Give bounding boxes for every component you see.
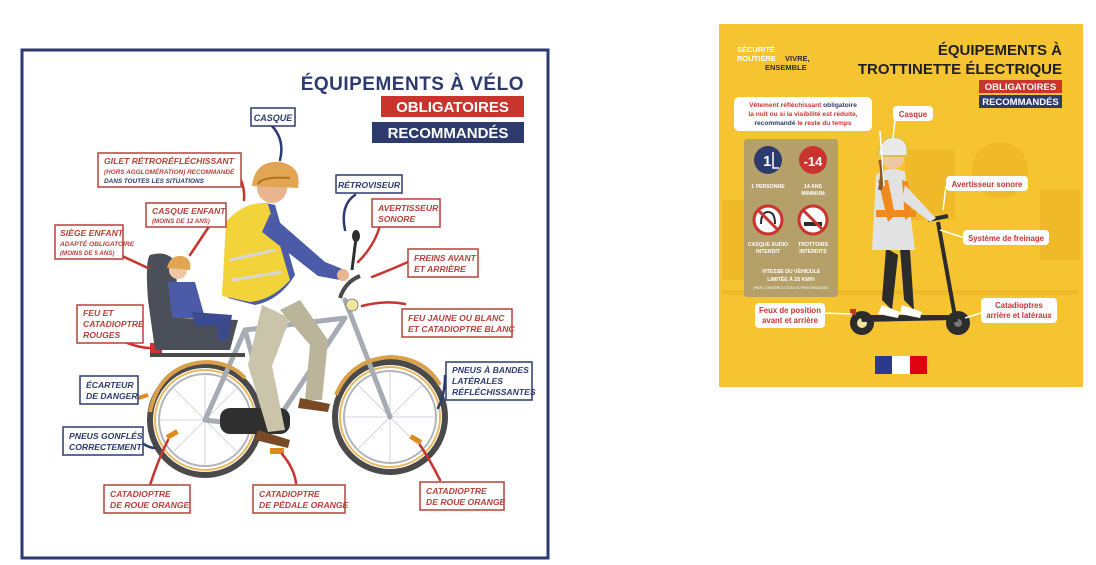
svg-text:(MOINS DE 12 ANS): (MOINS DE 12 ANS) [152,218,210,225]
svg-text:(HORS AGGLOMÉRATION) RECOMMAND: (HORS AGGLOMÉRATION) RECOMMANDÉ [104,169,235,176]
bike-poster [22,50,548,558]
svg-text:SÉCURITÉ: SÉCURITÉ [737,45,775,54]
label-cata-roue-avant [420,482,506,510]
svg-text:VIVRE,: VIVRE, [785,54,810,63]
svg-text:CASQUE: CASQUE [253,113,293,123]
svg-text:arrière et latéraux: arrière et latéraux [986,311,1052,320]
svg-text:14 ANS: 14 ANS [804,184,822,190]
svg-text:ADAPTÉ OBLIGATOIRE: ADAPTÉ OBLIGATOIRE [60,241,135,248]
svg-text:CASQUE ENFANT: CASQUE ENFANT [152,206,226,216]
label-siege-enfant [55,225,135,259]
svg-text:LATÉRALES: LATÉRALES [452,376,503,386]
svg-text:LIMITÉE À 25 KM/H: LIMITÉE À 25 KM/H [767,277,815,283]
svg-text:SONORE: SONORE [378,214,416,224]
scooter-legend-recommandes: RECOMMANDÉS [982,97,1059,108]
vest-text-a: Vêtement réfléchissant [749,102,824,109]
label-cata-roue-arriere [104,485,190,513]
svg-text:ROUTIÈRE: ROUTIÈRE [737,54,776,63]
rules-panel [744,139,838,297]
svg-text:CATADIOPTRE: CATADIOPTRE [259,489,320,499]
label-feu-rouge [77,305,144,343]
vest-text-d: le reste du temps [795,120,852,127]
svg-text:MINIMUM: MINIMUM [801,191,825,197]
svg-text:Vêtement réfléchissant obligat [749,102,857,109]
svg-text:RÉFLÉCHISSANTES: RÉFLÉCHISSANTES [452,387,536,397]
label-gilet [98,153,241,187]
svg-text:CATADIOPTRE: CATADIOPTRE [83,319,144,329]
label-scooter-catadioptres [981,298,1057,323]
scooter-poster [719,24,1083,387]
svg-text:CATADIOPTRE: CATADIOPTRE [110,489,171,499]
svg-text:DE DANGER: DE DANGER [86,391,138,401]
svg-text:ENSEMBLE: ENSEMBLE [765,63,807,72]
label-scooter-casque [893,106,933,121]
svg-text:ROUGES: ROUGES [83,330,121,340]
label-scooter-feux [755,303,825,328]
bike-legend-obligatoires: OBLIGATOIRES [396,99,509,116]
label-ecarteur [80,376,138,404]
svg-text:VITESSE DU VÉHICULE: VITESSE DU VÉHICULE [761,269,821,275]
svg-text:Feux de position: Feux de position [759,306,821,315]
label-freins [408,249,478,277]
svg-text:Catadioptres: Catadioptres [995,301,1043,310]
svg-text:PNEUS À BANDES: PNEUS À BANDES [452,365,529,375]
svg-text:Avertisseur sonore: Avertisseur sonore [951,180,1023,189]
label-pneus-bandes [446,362,536,400]
svg-text:DANS TOUTES LES SITUATIONS: DANS TOUTES LES SITUATIONS [104,178,204,185]
scooter-legend-obligatoires: OBLIGATOIRES [984,82,1057,93]
svg-text:INTERDITS: INTERDITS [799,249,827,255]
svg-text:(MOINS DE 5 ANS): (MOINS DE 5 ANS) [60,250,115,257]
label-casque-enfant [146,203,226,227]
svg-text:AVERTISSEUR: AVERTISSEUR [378,203,439,213]
svg-text:DE PÉDALE ORANGE: DE PÉDALE ORANGE [259,500,349,510]
label-scooter-avertisseur [946,176,1028,191]
bike-title: ÉQUIPEMENTS À VÉLO [300,74,524,95]
vest-text-c: recommandé [754,120,796,127]
label-casque [251,108,295,126]
svg-text:GILET RÉTRORÉFLÉCHISSANT: GILET RÉTRORÉFLÉCHISSANT [104,156,234,166]
label-retroviseur [336,175,402,193]
scooter-title-line2: TROTTINETTE ÉLECTRIQUE [857,61,1062,78]
svg-text:DE ROUE ORANGE: DE ROUE ORANGE [426,497,506,507]
label-pneus-gonfles [63,427,143,455]
svg-text:FEU ET: FEU ET [83,308,114,318]
front-light [346,299,358,311]
svg-text:Casque: Casque [898,110,928,119]
svg-text:-14: -14 [803,154,823,169]
label-avertisseur [372,199,440,227]
svg-text:SIÈGE ENFANT: SIÈGE ENFANT [60,228,124,238]
svg-text:FEU JAUNE OU BLANC: FEU JAUNE OU BLANC [408,313,505,323]
svg-text:INTERDIT: INTERDIT [756,249,780,255]
svg-text:RÉTROVISEUR: RÉTROVISEUR [337,180,401,190]
svg-text:CASQUE AUDIO: CASQUE AUDIO [747,242,789,248]
svg-text:Système de freinage: Système de freinage [968,234,1044,243]
svg-text:la nuit ou si la visibilité es: la nuit ou si la visibilité est réduite, [748,111,858,118]
label-cata-pedale [253,485,349,513]
svg-text:(PAR CONSTRUCTION OU PAR BRIDA: (PAR CONSTRUCTION OU PAR BRIDAGE) [753,286,829,290]
svg-text:PNEUS GONFLÉS: PNEUS GONFLÉS [69,431,143,441]
scooter-title-line1: ÉQUIPEMENTS À [937,42,1062,59]
svg-text:DE ROUE ORANGE: DE ROUE ORANGE [110,500,190,510]
svg-text:FREINS AVANT: FREINS AVANT [414,253,476,263]
bike-legend-recommandes: RECOMMANDÉS [387,125,509,142]
svg-text:1 PERSONNE: 1 PERSONNE [751,184,785,190]
label-vetement-reflechissant [734,97,872,131]
svg-text:avant et arrière: avant et arrière [762,316,818,325]
svg-text:CATADIOPTRE: CATADIOPTRE [426,486,487,496]
svg-text:1: 1 [763,153,772,170]
svg-text:ET ARRIÈRE: ET ARRIÈRE [414,264,466,274]
svg-text:ÉCARTEUR: ÉCARTEUR [86,380,134,390]
svg-text:TROTTOIRS: TROTTOIRS [798,242,828,248]
label-feu-jaune [402,309,515,337]
svg-text:recommandé le reste du temps [754,120,851,127]
svg-text:CORRECTEMENT: CORRECTEMENT [69,442,142,452]
svg-text:ET CATADIOPTRE BLANC: ET CATADIOPTRE BLANC [408,324,515,334]
label-scooter-freinage [963,230,1049,245]
vest-text-b: obligatoire [823,102,857,109]
